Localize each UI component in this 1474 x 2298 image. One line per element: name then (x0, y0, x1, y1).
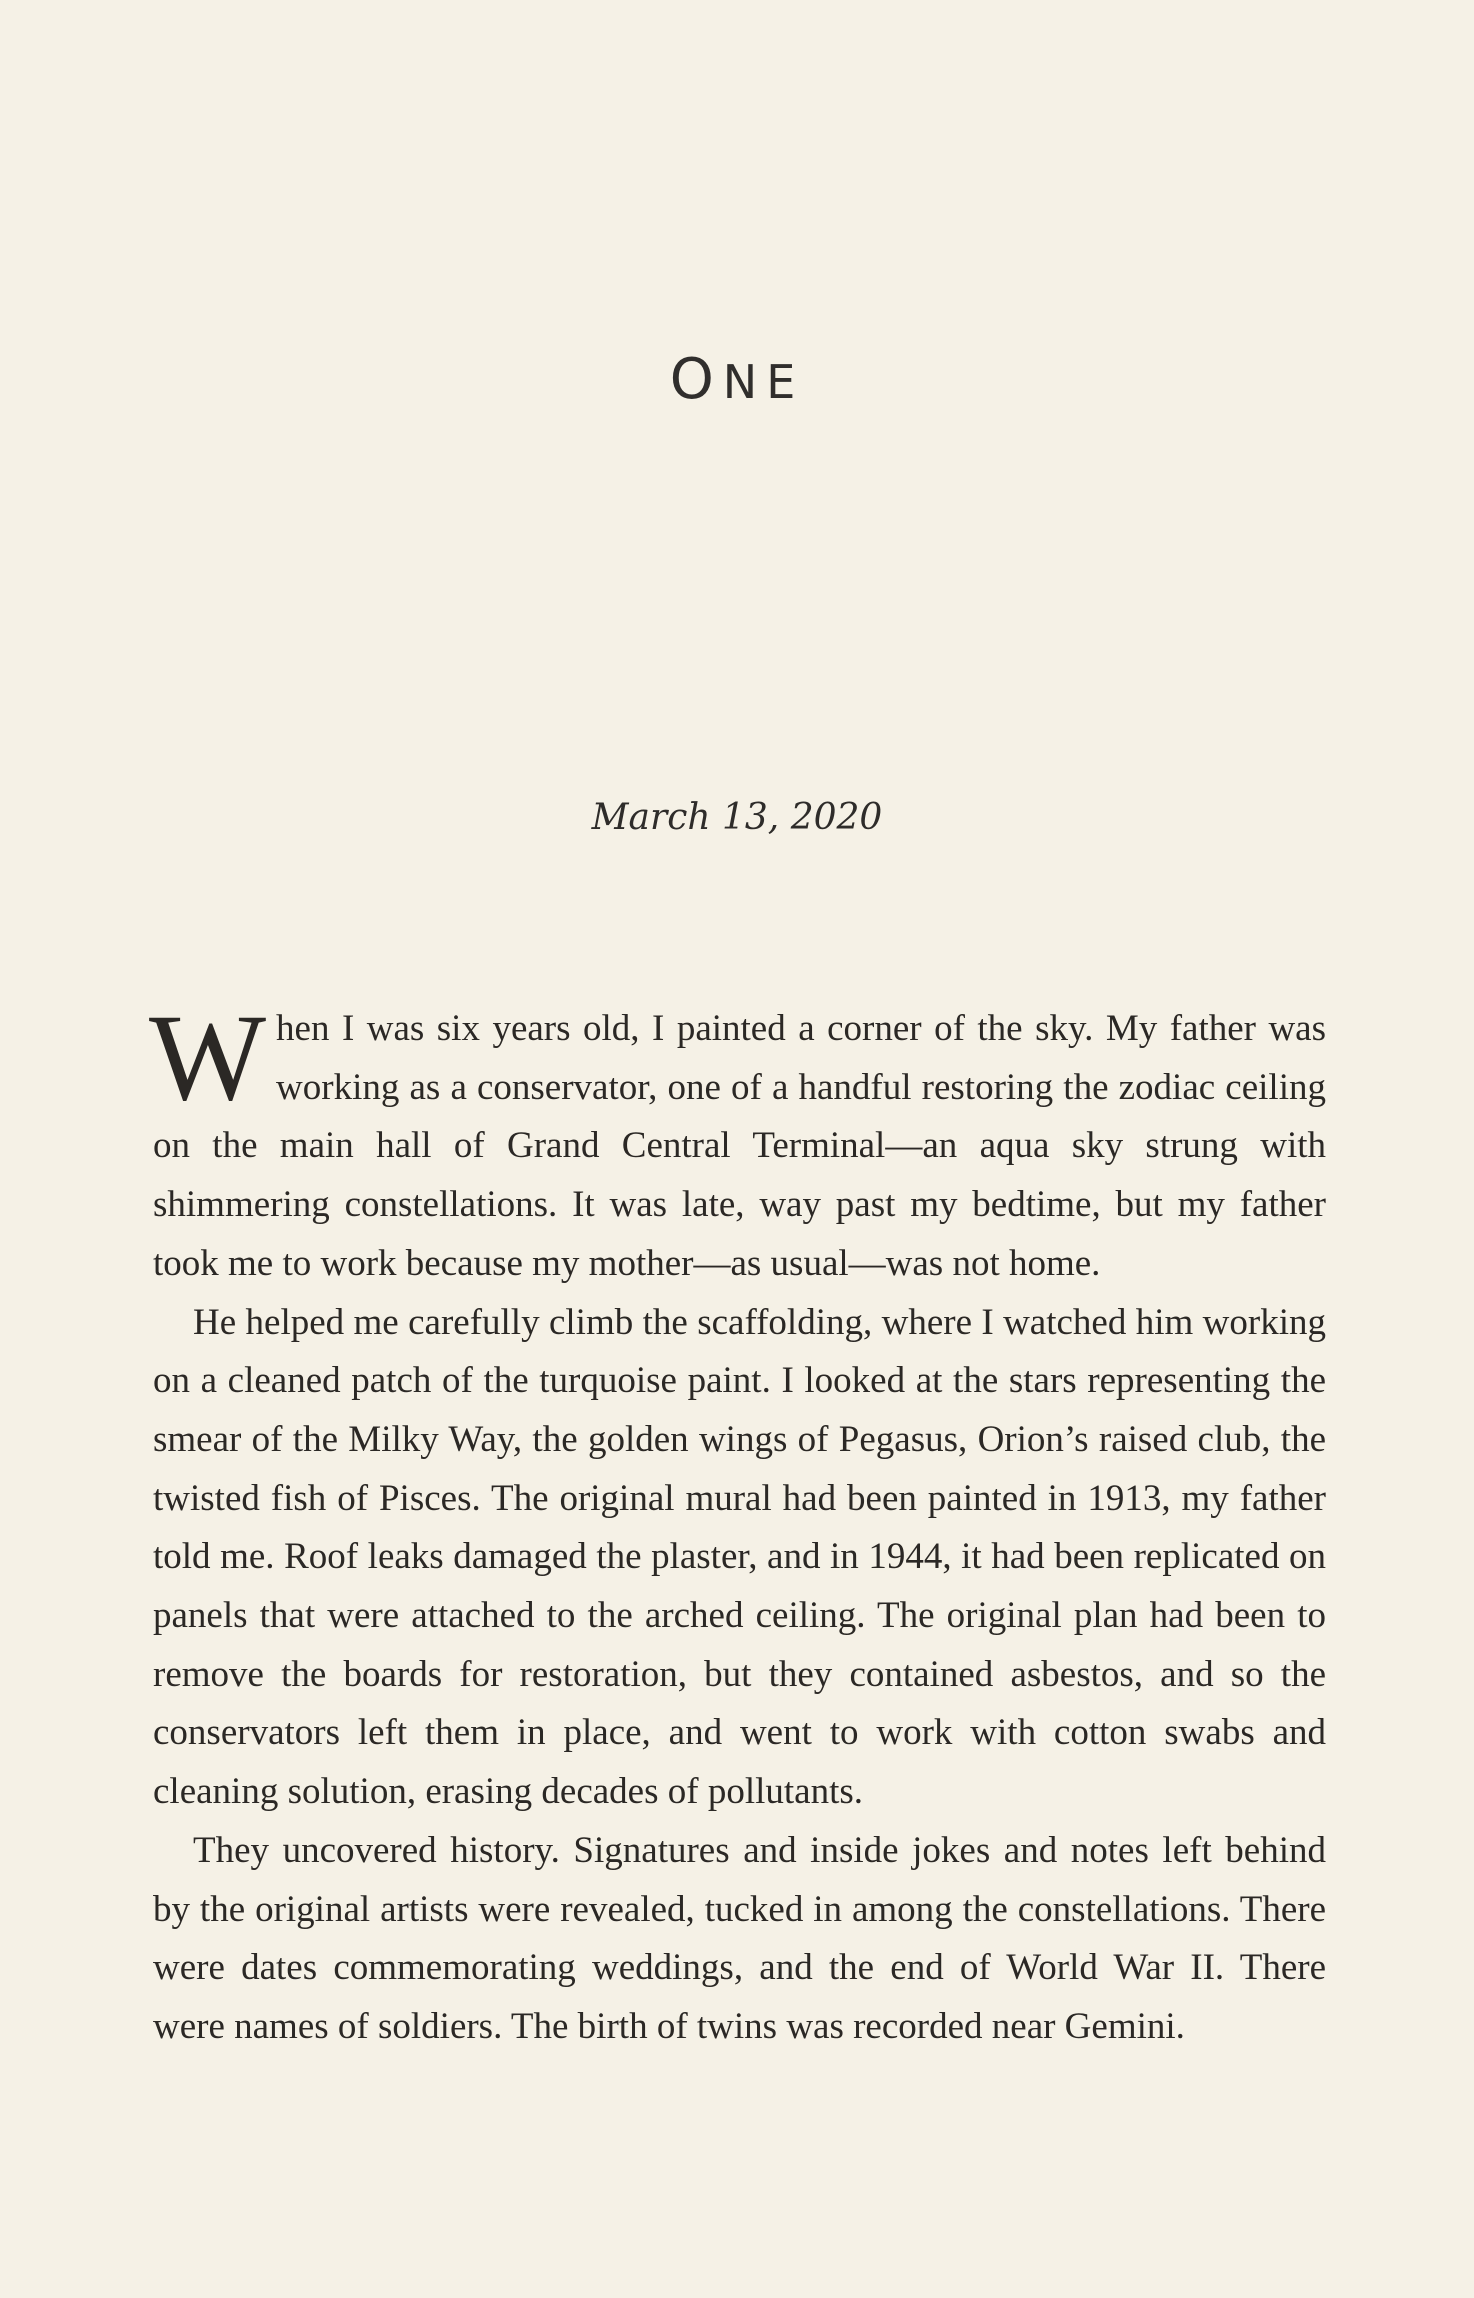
chapter-title-rest: NE (722, 355, 805, 409)
paragraph-3: They uncovered history. Signatures and inside jokes and notes left behind by the original artists were revealed, tucked in among the constellations. There were dates commemorating weddings, and the end of World War II. There were names of soldiers. The birth of twins was recorded near Gemini. (153, 1829, 1326, 2047)
chapter-date: March 13, 2020 (591, 797, 883, 838)
drop-cap: W (149, 989, 267, 1126)
body-text (149, 989, 1326, 2057)
paragraph-1-text: hen I was six years old, I painted a corner of the sky. My father was working as a conservator, one of a handful restoring the zodiac ceiling on the main hall of Grand Central Terminal—an aqua sky strung with shimmering constellations. It was late, way past my bedtime, but my father took me to work because my mother—as usual—was not home. (153, 1008, 1326, 1284)
chapter-title (0, 347, 1474, 412)
chapter-title-initial: O (669, 347, 723, 412)
paragraph-2: He helped me carefully climb the scaffolding, where I watched him working on a cleaned patch of the turquoise paint. I looked at the stars representing the smear of the Milky Way, the golden wings of Pegasus, Orion’s raised club, the twisted fish of Pisces. The original mural had been painted in 1913, my father told me. Roof leaks damaged the plaster, and in 1944, it had been replicated on panels that were attached to the arched ceiling. The original plan had been to remove the boards for restoration, but they contained asbestos, and so the conservators left them in place, and went to work with cotton swabs and cleaning solution, erasing decades of pollutants. (153, 1301, 1326, 1813)
paragraph-1 (149, 989, 1326, 1294)
